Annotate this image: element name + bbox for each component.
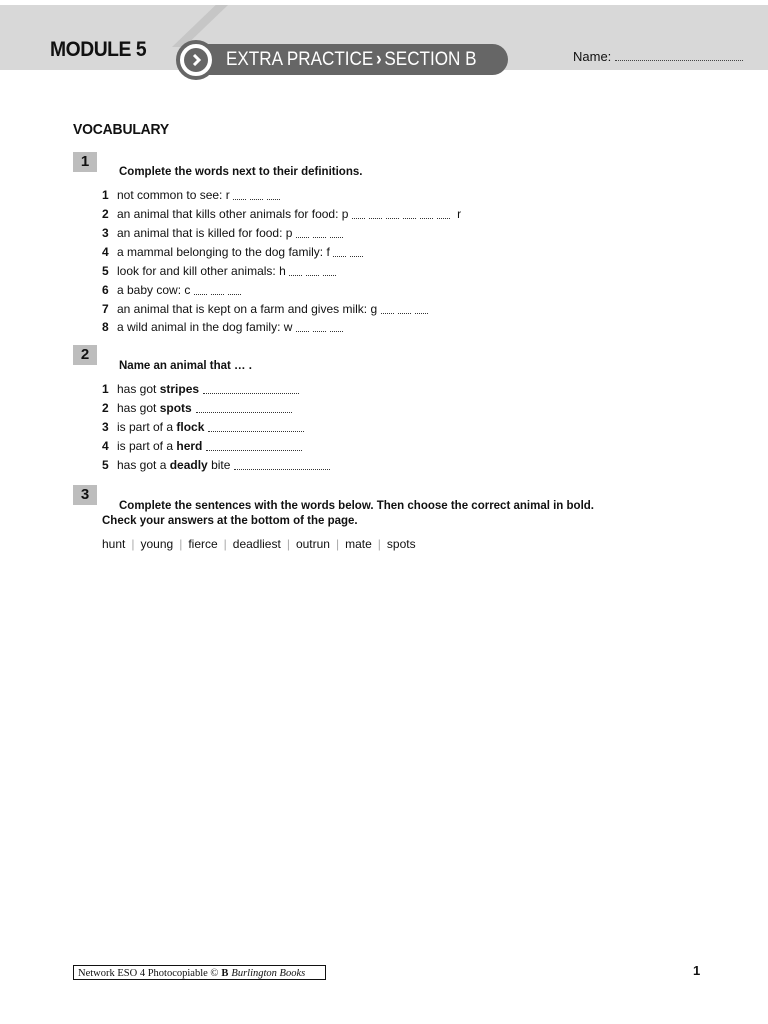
word-item: young: [140, 537, 174, 551]
ex2-item: 5 has got a deadly bite: [102, 458, 330, 472]
exercise-2-number: 2: [73, 345, 97, 365]
burlington-logo-icon: B: [221, 968, 229, 979]
ex1-item: 3 an animal that is killed for food: p: [102, 226, 347, 240]
module-title: MODULE 5: [50, 38, 147, 61]
exercise-2-instruction: Name an animal that … .: [119, 360, 252, 372]
first-letter: p: [341, 207, 349, 221]
exercise-1-instruction: Complete the words next to their definitions.: [119, 166, 363, 178]
extra-practice-label: EXTRA PRACTICE: [226, 49, 374, 70]
chevron-circle-icon: [176, 40, 216, 80]
exercise-3-number: 3: [73, 485, 97, 505]
word-list: hunt | young | fierce | deadliest | outrun | mate | spots: [102, 537, 416, 551]
exercise-3-instruction-2: Check your answers at the bottom of the page.: [102, 515, 358, 527]
publisher-name: Burlington Books: [231, 968, 306, 979]
footer-copyright: Network ESO 4 Photocopiable © B Burlington Books: [73, 965, 326, 980]
first-letter: c: [184, 283, 191, 297]
ex2-item: 3 is part of a flock: [102, 420, 304, 434]
ex1-item: 5 look for and kill other animals: h: [102, 264, 340, 278]
ex1-item: 1 not common to see: r: [102, 188, 284, 202]
ex1-item: 6 a baby cow: c: [102, 283, 245, 297]
ex2-item: 4 is part of a herd: [102, 439, 302, 453]
ex1-item: 2 an animal that kills other animals for food: p r: [102, 207, 462, 221]
section-label: SECTION B: [384, 49, 477, 70]
answer-line[interactable]: [234, 469, 330, 470]
ex1-item: 8 a wild animal in the dog family: w: [102, 320, 347, 334]
exercise-3-instruction: Complete the sentences with the words below. Then choose the correct animal in bold.: [119, 500, 594, 512]
vocabulary-heading: VOCABULARY: [73, 121, 170, 138]
first-letter: g: [370, 302, 378, 316]
first-letter: f: [326, 245, 330, 259]
page-number: 1: [693, 963, 701, 978]
ex2-item: 1 has got stripes: [102, 382, 299, 396]
word-item: deadliest: [232, 537, 281, 551]
chevron-right-icon: ›: [375, 49, 382, 70]
answer-line[interactable]: [206, 450, 302, 451]
ex1-item: 4 a mammal belonging to the dog family: f: [102, 245, 367, 259]
word-item: mate: [345, 537, 372, 551]
chevron-right-icon: [191, 54, 203, 66]
first-letter: p: [285, 226, 293, 240]
exercise-1-number: 1: [73, 152, 97, 172]
word-item: fierce: [188, 537, 218, 551]
last-letter: r: [457, 207, 462, 221]
ex1-item: 7 an animal that is kept on a farm and gives milk: g: [102, 302, 432, 316]
section-title: [226, 49, 477, 71]
word-item: outrun: [295, 537, 330, 551]
word-item: spots: [386, 537, 416, 551]
answer-line[interactable]: [208, 431, 304, 432]
first-letter: h: [279, 264, 286, 278]
word-item: hunt: [102, 537, 126, 551]
first-letter: w: [283, 320, 293, 334]
ex2-item: 2 has got spots: [102, 401, 292, 415]
first-letter: r: [225, 188, 230, 202]
answer-line[interactable]: [196, 412, 292, 413]
name-label: Name:: [573, 49, 612, 64]
answer-line[interactable]: [203, 393, 299, 394]
name-field[interactable]: [615, 60, 743, 61]
